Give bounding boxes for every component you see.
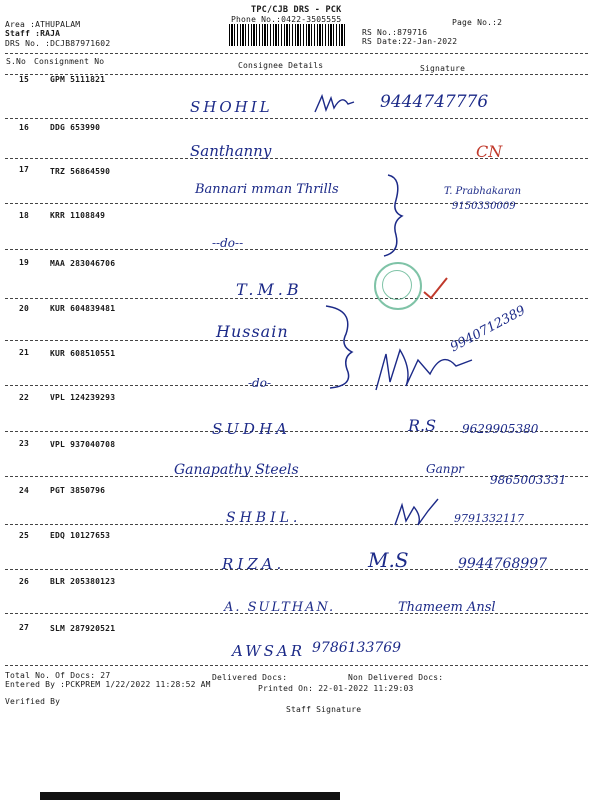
page-number: Page No.:2 — [452, 18, 503, 27]
row-sno: 22 — [19, 393, 30, 402]
row-consignment: SLM 287920521 — [50, 624, 116, 633]
handwritten-name: -do- — [248, 376, 272, 390]
handwritten-name: Santhanny — [190, 142, 272, 160]
area-label: Area :ATHUPALAM — [5, 20, 81, 29]
row-divider — [5, 385, 588, 386]
handwritten-phone: 9944768997 — [458, 556, 548, 572]
row-consignment: PGT 3850796 — [50, 486, 106, 495]
verified-by: Verified By — [5, 697, 61, 706]
handwritten-name: --do-- — [212, 236, 244, 250]
row-sno: 21 — [19, 348, 30, 357]
handwritten-signature: M.S — [368, 548, 409, 572]
row-consignment: DDG 653990 — [50, 123, 101, 132]
handwritten-signature: R.S — [408, 416, 437, 435]
row-sno: 16 — [19, 123, 30, 132]
handwritten-phone: 9150330009 — [452, 201, 516, 212]
row-consignment: MAA 283046706 — [50, 259, 116, 268]
non-delivered-docs: Non Delivered Docs: — [348, 673, 444, 682]
row-sno: 24 — [19, 486, 30, 495]
row-consignment: KUR 604839481 — [50, 304, 116, 313]
col-consignee: Consignee Details — [238, 61, 324, 70]
row-consignment: TRZ 56864590 — [50, 167, 111, 176]
grouping-brace — [320, 300, 360, 390]
row-sno: 15 — [19, 75, 30, 84]
rs-number: RS No.:879716 — [362, 28, 428, 37]
handwritten-phone: 9629905380 — [462, 422, 539, 436]
handwritten-phone: 9791332117 — [454, 512, 524, 525]
row-consignment: KUR 608510551 — [50, 349, 116, 358]
handwritten-phone: 9786133769 — [312, 640, 402, 656]
rs-date: RS Date:22-Jan-2022 — [362, 37, 458, 46]
handwritten-name: SUDHA — [212, 420, 291, 438]
handwritten-signature: Ganpr — [426, 462, 464, 476]
staff-label: Staff :RAJA — [5, 29, 61, 38]
handwritten-name: Hussain — [216, 322, 289, 341]
scan-edge — [40, 792, 340, 800]
handwritten-name: Bannari mman Thrills — [195, 182, 339, 197]
phone-number: Phone No.:0422-3505555 — [231, 15, 342, 24]
printed-on: Printed On: 22-01-2022 11:29:03 — [258, 684, 414, 693]
col-consignment: Consignment No — [34, 57, 105, 66]
handwritten-phone: 9940712389 — [448, 303, 529, 356]
handwritten-name: RIZA. — [222, 555, 286, 573]
row-divider — [5, 249, 588, 250]
handwritten-phone: 9865003331 — [490, 473, 567, 487]
grouping-brace — [380, 170, 410, 260]
red-tick-mark — [420, 274, 450, 304]
page-title: TPC/CJB DRS - PCK — [251, 5, 342, 15]
row-consignment: BLR 205380123 — [50, 577, 116, 586]
row-sno: 20 — [19, 304, 30, 313]
handwritten-name: SHOHIL — [190, 98, 273, 116]
barcode — [229, 24, 346, 46]
col-signature: Signature — [420, 64, 466, 73]
stamp-seal — [374, 262, 422, 310]
row-sno: 17 — [19, 165, 30, 174]
handwritten-name: AWSAR — [232, 642, 306, 660]
divider — [5, 53, 588, 54]
staff-signature-label: Staff Signature — [286, 705, 362, 714]
row-consignment: KRR 1108849 — [50, 211, 106, 220]
drs-number: DRS No. :DCJB87971602 — [5, 39, 111, 48]
row-sno: 19 — [19, 258, 30, 267]
row-divider — [5, 665, 588, 666]
handwritten-name: SHBIL. — [226, 510, 302, 526]
row-consignment: EDQ 10127653 — [50, 531, 111, 540]
handwritten-mark: CN — [476, 142, 503, 161]
row-divider — [5, 118, 588, 119]
row-sno: 25 — [19, 531, 30, 540]
col-sno: S.No — [6, 57, 27, 66]
signature-scribble — [392, 495, 442, 531]
row-consignment: GPM 5111821 — [50, 75, 106, 84]
handwritten-signature: Thameem Ansl — [398, 600, 496, 615]
total-docs: Total No. Of Docs: 27 — [5, 671, 111, 680]
entered-by: Entered By :PCKPREM 1/22/2022 11:28:52 AM — [5, 680, 211, 689]
handwritten-phone: 9444747776 — [380, 92, 489, 112]
row-sno: 23 — [19, 439, 30, 448]
row-sno: 27 — [19, 623, 30, 632]
handwritten-name: T.M.B — [236, 280, 303, 299]
handwritten-side-name: T. Prabhakaran — [444, 186, 522, 197]
row-sno: 26 — [19, 577, 30, 586]
row-consignment: VPL 937040708 — [50, 440, 116, 449]
delivered-docs: Delivered Docs: — [212, 673, 288, 682]
handwritten-name: A. SULTHAN. — [224, 600, 336, 615]
row-sno: 18 — [19, 211, 30, 220]
signature-scribble — [312, 90, 357, 118]
row-consignment: VPL 124239293 — [50, 393, 116, 402]
handwritten-name: Ganapathy Steels — [174, 462, 299, 478]
row-divider — [5, 340, 588, 341]
